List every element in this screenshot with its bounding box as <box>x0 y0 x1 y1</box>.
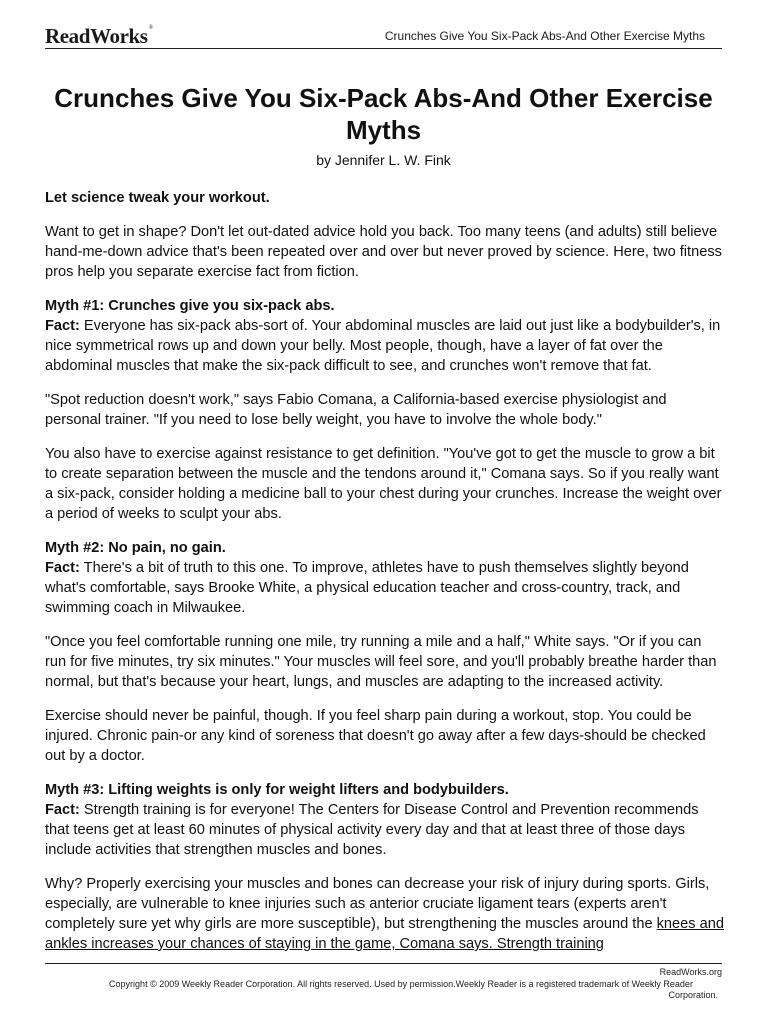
myth2-fact-text: There's a bit of truth to this one. To improve, athletes have to push themselves slightly beyond what's comfortable, says Brooke White, a physical education teacher and cross-country, track, and swimming coach in Milwaukee. <box>45 560 689 616</box>
myth1-heading: Myth #1: Crunches give you six-pack abs. <box>45 298 335 314</box>
article-title: Crunches Give You Six-Pack Abs-And Other Exercise Myths <box>54 83 713 145</box>
myth3-paragraph-2 <box>45 874 725 954</box>
copyright-text: Copyright © 2009 Weekly Reader Corporation. All rights reserved. Used by permission.Weekly Reader is a registered trademark of Weekly Reader <box>109 979 693 989</box>
page-header <box>45 24 722 49</box>
article-body <box>45 188 725 968</box>
myth1-paragraph-2: "Spot reduction doesn't work," says Fabio Comana, a California-based exercise physiologist and personal trainer. "If you need to lose belly weight, you have to involve the whole body." <box>45 392 667 428</box>
copyright-corp: Corporation. <box>668 990 718 1000</box>
running-title: Crunches Give You Six-Pack Abs-And Other Exercise Myths <box>384 29 705 43</box>
myth2-paragraph-3: Exercise should never be painful, though. If you feel sharp pain during a workout, stop. You could be injured. Chronic pain-or any kind of soreness that doesn't go away after a few days-should be checked out by a doctor. <box>45 708 706 764</box>
myth1-paragraph-3: You also have to exercise against resistance to get definition. "You've got to get the muscle to grow a bit to create separation between the muscle and the tendons around it," Comana says. So if you really want a six-pack, consider holding a medicine ball to your chest during your crunches. Increase the weight over a period of weeks to sculpt your abs. <box>45 446 722 522</box>
myth3-cut-line: knees and ankles increases your chances of staying in the game, Comana says. Strength training <box>45 916 724 952</box>
myth1-fact-paragraph <box>45 296 725 376</box>
footer-divider <box>45 963 722 964</box>
myth3-heading: Myth #3: Lifting weights is only for weight lifters and bodybuilders. <box>45 782 509 798</box>
article-byline: by Jennifer L. W. Fink <box>316 152 451 168</box>
registered-mark: ® <box>148 25 153 31</box>
footer-copyright <box>80 979 722 1001</box>
myth2-heading: Myth #2: No pain, no gain. <box>45 540 226 556</box>
myth2-fact-paragraph <box>45 538 725 618</box>
lead-paragraph <box>45 188 725 208</box>
footer-site: ReadWorks.org <box>659 967 722 977</box>
myth3-fact-label: Fact: <box>45 802 80 818</box>
myth3-fact-paragraph <box>45 780 725 860</box>
myth1-fact-label: Fact: <box>45 318 80 334</box>
myth3-paragraph-2-text: Why? Properly exercising your muscles and bones can decrease your risk of injury during sports. Girls, especially, are vulnerable to knee injuries such as anterior cruciate ligament tears (experts aren't completely sure yet why girls are more susceptible), but strengthening the muscles around the <box>45 876 710 932</box>
myth1-fact-text: Everyone has six-pack abs-sort of. Your abdominal muscles are laid out just like a bodybuilder's, in nice symmetrical rows up and down your belly. Most people, though, have a layer of fat over the abdominal muscles that make the six-pack difficult to see, and crunches won't remove that fat. <box>45 318 721 374</box>
myth3-fact-text: Strength training is for everyone! The Centers for Disease Control and Prevention recommends that teens get at least 60 minutes of physical activity every day and that at least three of those days include activities that strengthen muscles and bones. <box>45 802 699 858</box>
myth2-fact-label: Fact: <box>45 560 80 576</box>
myth2-paragraph-2: "Once you feel comfortable running one mile, try running a mile and a half," White says. "Or if you can run for five minutes, try six minutes." Your muscles will feel sore, and you'll probably breathe harder than normal, but that's because your heart, lungs, and muscles are adapting to the increased activity. <box>45 634 717 690</box>
logo-text: ReadWorks <box>45 24 148 48</box>
readworks-logo <box>45 24 153 49</box>
intro-paragraph: Want to get in shape? Don't let out-dated advice hold you back. Too many teens (and adults) still believe hand-me-down advice that's been repeated over and over but never proved by science. Here, two fitness pros help you separate exercise fact from fiction. <box>45 224 722 280</box>
lead-text: Let science tweak your workout. <box>45 190 270 206</box>
